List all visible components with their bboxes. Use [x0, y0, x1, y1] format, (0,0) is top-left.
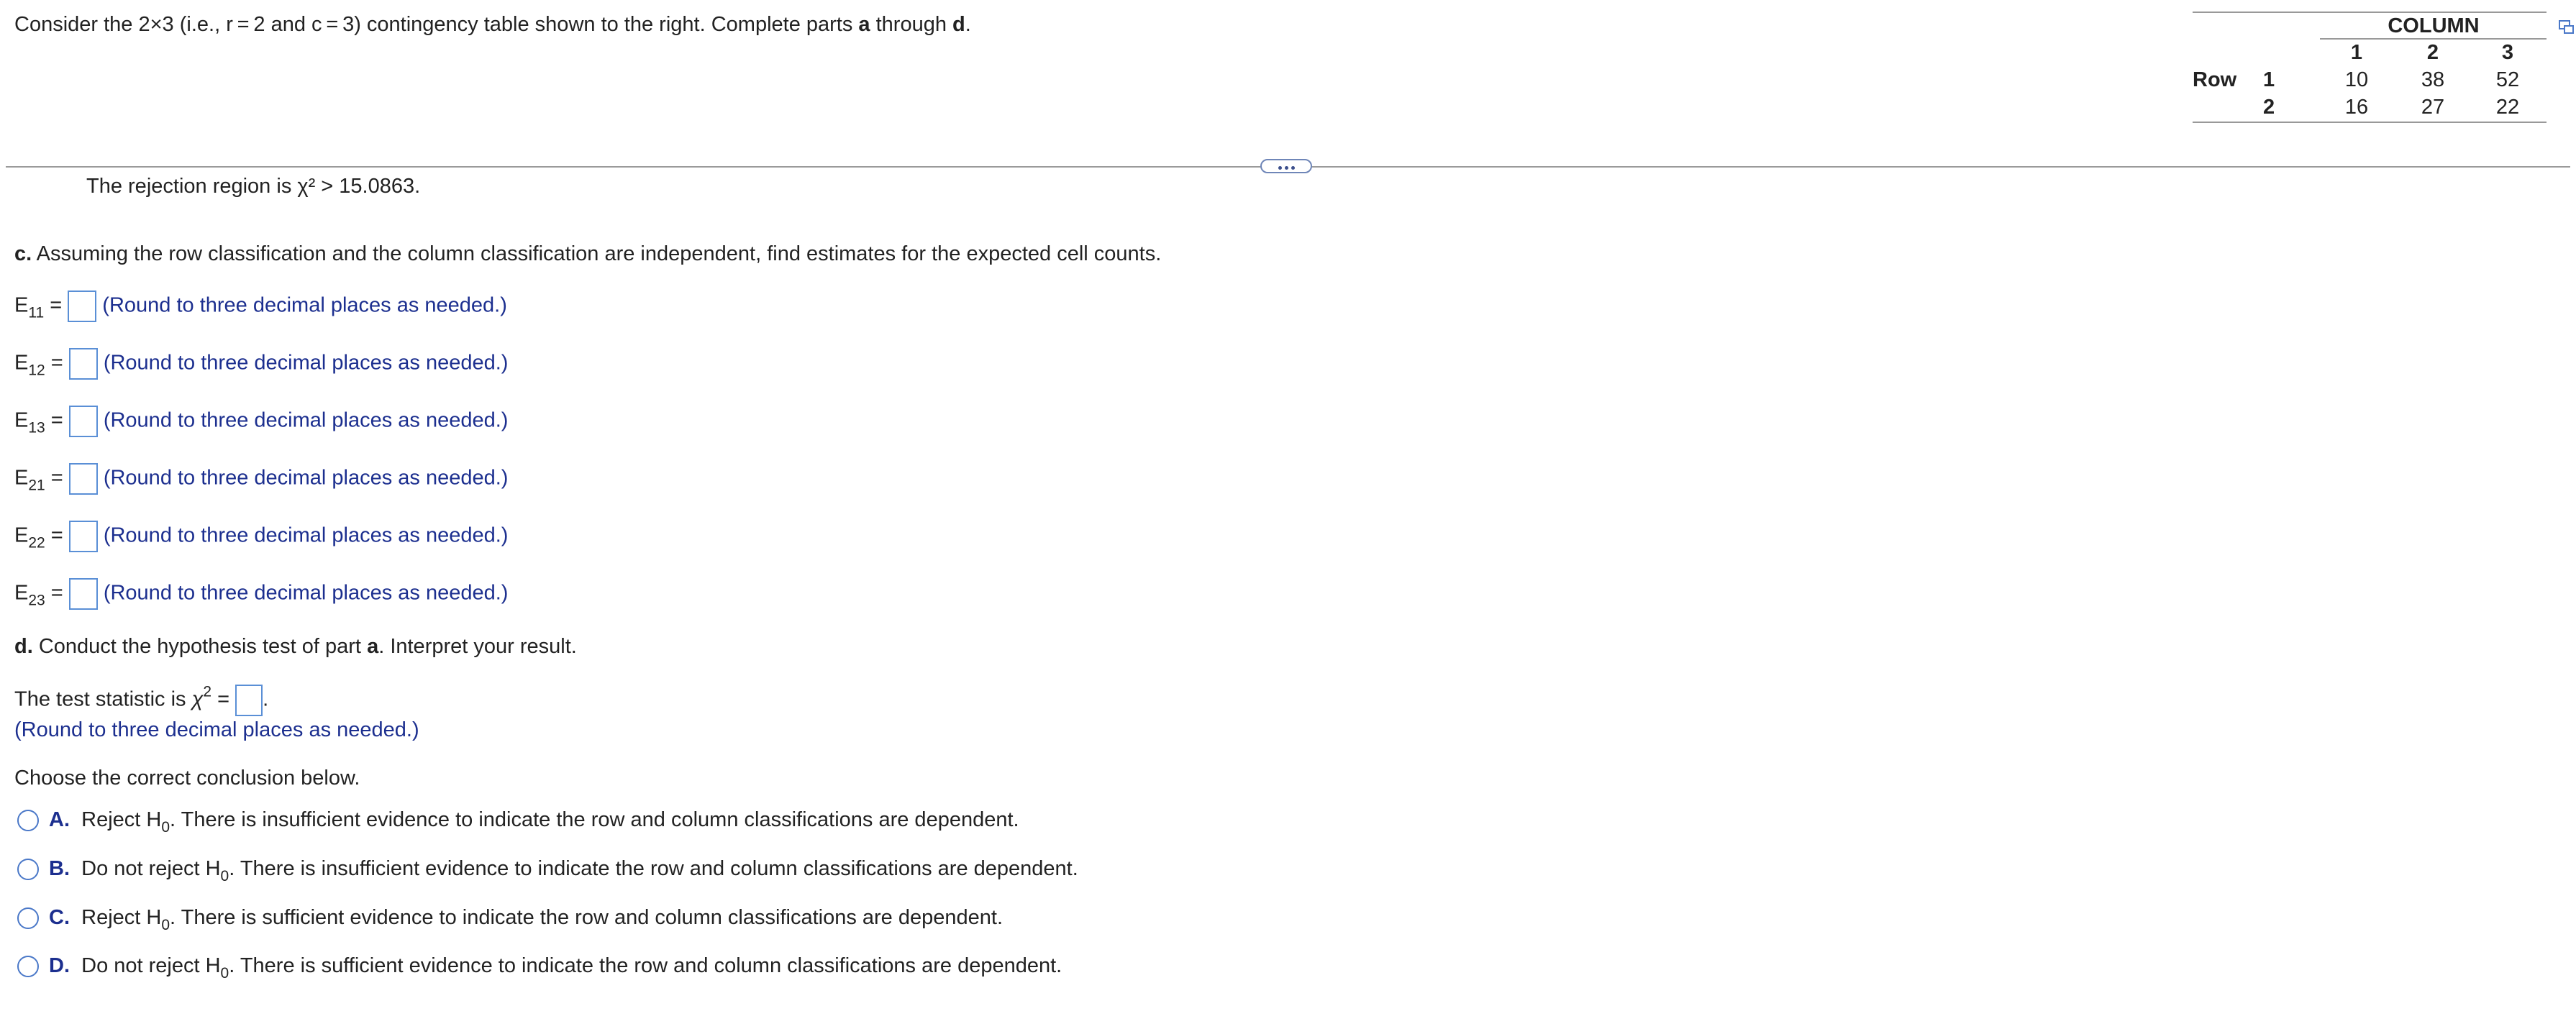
table-cell: 38 [2421, 68, 2445, 91]
ellipsis-icon [1291, 166, 1295, 170]
expected-count-row [14, 406, 508, 437]
column-header: COLUMN [2388, 14, 2480, 37]
table-cell: 10 [2344, 68, 2369, 91]
rounding-hint: (Round to three decimal places as needed.) [14, 718, 419, 741]
table-cell: 22 [2495, 96, 2520, 119]
col-label-1: 1 [2350, 41, 2363, 64]
answer-input-e23[interactable] [69, 578, 98, 610]
radio-button-b[interactable] [17, 859, 39, 880]
equals-sign: = [50, 581, 63, 605]
option-a[interactable] [49, 808, 1019, 836]
rounding-hint: (Round to three decimal places as needed.) [102, 293, 507, 317]
expected-count-row [14, 578, 508, 610]
cell-symbol: E [14, 408, 29, 432]
cell-subscript: 21 [28, 477, 45, 494]
option-letter: C. [49, 906, 70, 929]
expected-count-row [14, 463, 508, 495]
part-d-ref-a: a [367, 635, 379, 658]
expected-count-row [14, 348, 508, 380]
table-bottom-rule [2193, 122, 2547, 123]
option-text: Reject H [81, 906, 162, 929]
cell-subscript: 22 [28, 534, 45, 552]
expected-count-row [14, 521, 508, 552]
intro-part-d: d [952, 13, 965, 36]
option-text-end: . There is sufficient evidence to indicate the row and column classifications are dependent. [170, 906, 1003, 929]
radio-button-d[interactable] [17, 956, 39, 977]
clipped-text: The rejection region is χ² > 15.0863. [86, 175, 421, 198]
table-cell: 52 [2495, 68, 2520, 91]
cell-subscript: 12 [28, 362, 45, 379]
rounding-hint: (Round to three decimal places as needed.) [103, 466, 509, 490]
cell-symbol: E [14, 523, 29, 547]
equals-sign: = [50, 523, 63, 547]
option-letter: D. [49, 954, 70, 977]
question-intro [14, 12, 971, 37]
test-statistic-input[interactable] [235, 685, 263, 716]
option-subscript: 0 [161, 819, 170, 836]
option-subscript: 0 [161, 917, 170, 933]
intro-text-end: . [965, 13, 971, 36]
part-d-text: Conduct the hypothesis test of part [32, 635, 368, 658]
answer-input-e12[interactable] [69, 348, 98, 380]
row-header: Row [2193, 68, 2237, 91]
equals-sign: = [211, 687, 236, 711]
option-text: Do not reject H [81, 954, 221, 977]
intro-text: Consider the 2×3 (i.e., r = 2 and c = 3) contingency table shown to the right. Complete parts [14, 13, 859, 36]
chi-symbol: χ [191, 687, 204, 711]
option-c[interactable] [49, 905, 1003, 933]
conclusion-prompt: Choose the correct conclusion below. [14, 767, 360, 790]
equals-sign: = [50, 466, 63, 490]
row-label-2: 2 [2263, 96, 2275, 119]
rounding-hint: (Round to three decimal places as needed.) [103, 408, 509, 432]
option-b[interactable] [49, 856, 1078, 884]
table-cell: 16 [2344, 96, 2369, 119]
ellipsis-icon [1285, 166, 1288, 170]
option-subscript: 0 [220, 868, 229, 884]
part-c-prompt [14, 242, 1161, 266]
rounding-hint: (Round to three decimal places as needed.) [103, 523, 509, 547]
table-header-rule [2320, 38, 2547, 40]
period: . [263, 687, 269, 711]
test-statistic-label: The test statistic is [14, 687, 192, 711]
equals-sign: = [50, 408, 63, 432]
chi-superscript: 2 [203, 683, 212, 700]
expand-divider-button[interactable] [1260, 159, 1312, 173]
part-d-prompt [14, 634, 577, 659]
option-text-end: . There is insufficient evidence to indicate the row and column classifications are dependent. [229, 857, 1078, 880]
cell-symbol: E [14, 466, 29, 490]
option-subscript: 0 [220, 965, 229, 982]
option-text: Reject H [81, 808, 162, 831]
test-statistic-row [14, 685, 268, 716]
rounding-hint: (Round to three decimal places as needed.) [103, 351, 509, 375]
option-d[interactable] [49, 953, 1062, 982]
option-text: Do not reject H [81, 857, 221, 880]
answer-input-e13[interactable] [69, 406, 98, 437]
equals-sign: = [50, 293, 63, 317]
cell-subscript: 11 [28, 304, 45, 321]
answer-input-e22[interactable] [69, 521, 98, 552]
part-d-text-end: . Interpret your result. [378, 635, 577, 658]
copy-icon[interactable] [2558, 19, 2575, 36]
radio-button-a[interactable] [17, 810, 39, 831]
cell-symbol: E [14, 581, 29, 605]
clipped-previous-line [86, 175, 432, 198]
cell-symbol: E [14, 351, 29, 375]
equals-sign: = [50, 351, 63, 375]
table-cell: 27 [2421, 96, 2445, 119]
option-text-end: . There is insufficient evidence to indicate the row and column classifications are dependent. [170, 808, 1019, 831]
col-label-3: 3 [2501, 41, 2514, 64]
part-c-text: Assuming the row classification and the column classification are independent, find estimates for the expected cell counts. [32, 242, 1162, 265]
part-d-label: d. [14, 635, 33, 658]
intro-part-a: a [858, 13, 870, 36]
cell-subscript: 13 [28, 419, 45, 436]
part-c-label: c. [14, 242, 32, 265]
answer-input-e21[interactable] [69, 463, 98, 495]
cell-subscript: 23 [28, 592, 45, 609]
rounding-hint: (Round to three decimal places as needed.) [103, 581, 509, 605]
option-text-end: . There is sufficient evidence to indicate the row and column classifications are dependent. [229, 954, 1062, 977]
option-letter: A. [49, 808, 70, 831]
ellipsis-icon [1278, 166, 1282, 170]
radio-button-c[interactable] [17, 907, 39, 929]
answer-input-e11[interactable] [68, 291, 96, 322]
intro-text-mid: through [870, 13, 953, 36]
col-label-2: 2 [2426, 41, 2439, 64]
table-top-rule [2193, 12, 2547, 13]
row-label-1: 1 [2263, 68, 2275, 91]
expected-count-row [14, 291, 507, 322]
cell-symbol: E [14, 293, 29, 317]
option-letter: B. [49, 857, 70, 880]
